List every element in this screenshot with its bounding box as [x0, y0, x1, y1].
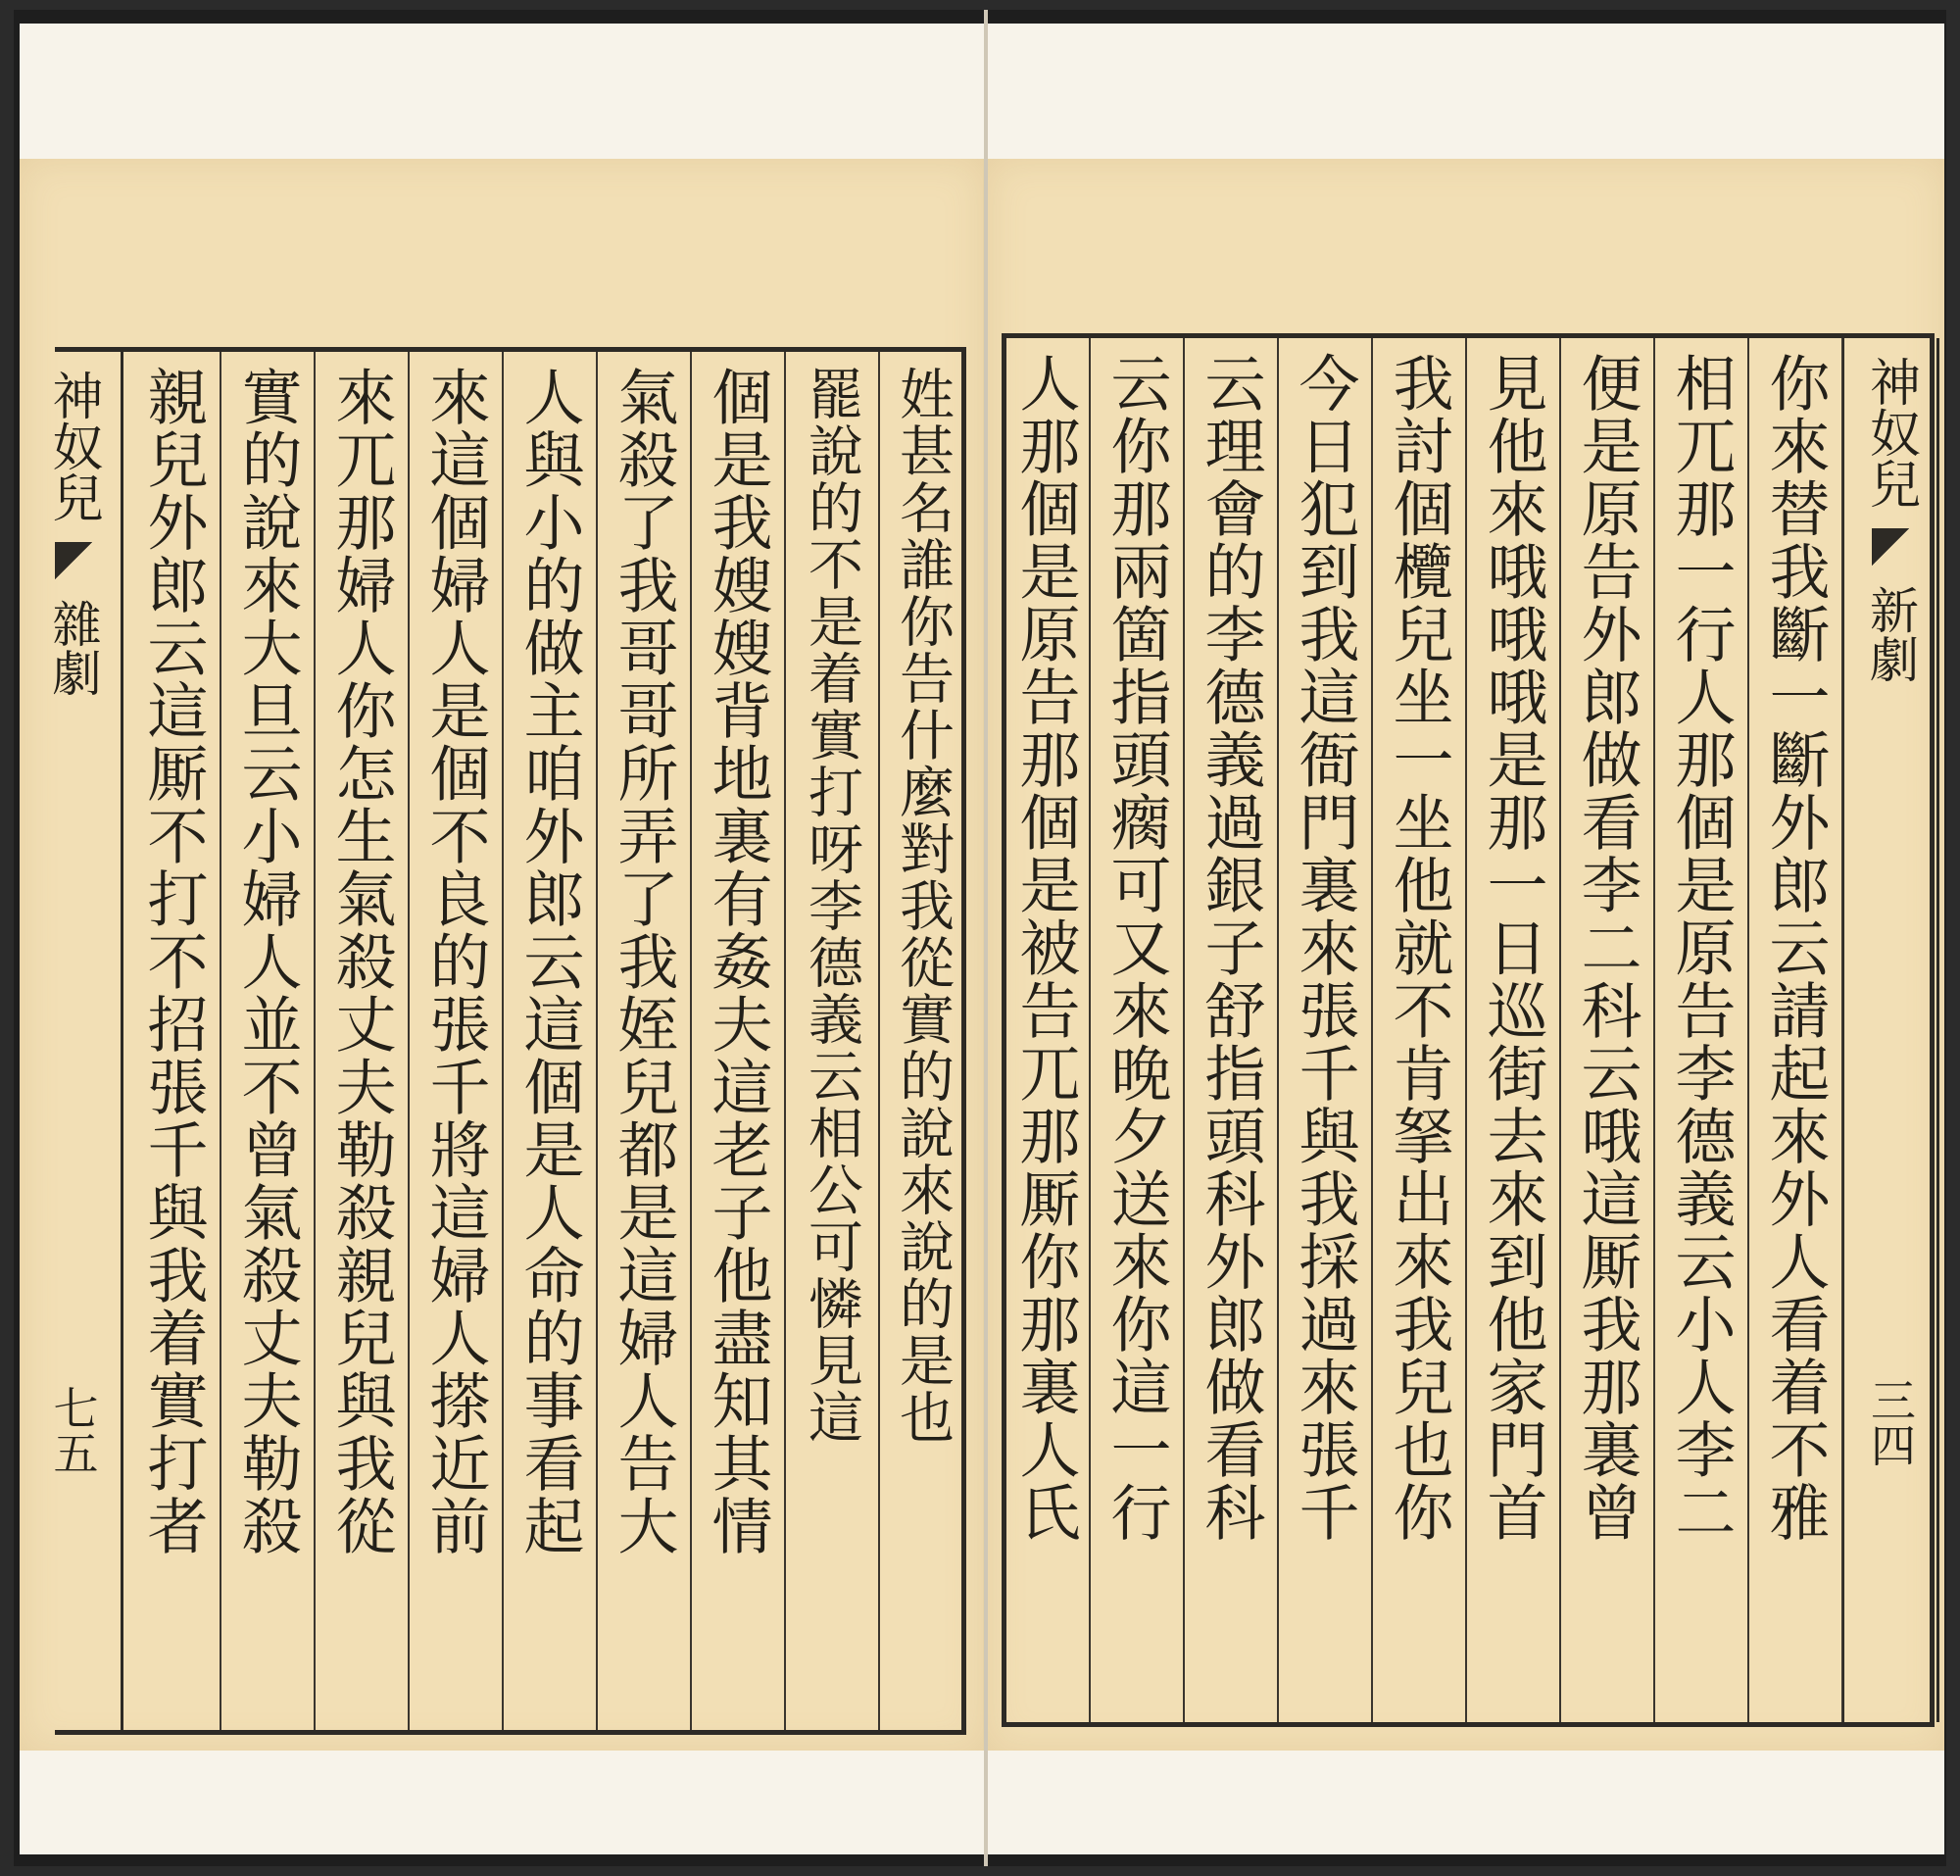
left-column-3 [690, 352, 786, 1730]
column-text: 人那個是原告那個是被告兀那厮你那裏人氏 [1009, 352, 1081, 1544]
right-page-number: 三四 [1864, 1377, 1917, 1467]
column-text: 個是我嫂嫂背地裏有姦夫這老子他盡知其情 [702, 366, 773, 1557]
column-text: 你來替我斷一斷外郎云請起來外人看着不雅 [1759, 352, 1831, 1544]
right-column-9 [1001, 338, 1091, 1722]
left-margin-tag: 雜劇 [44, 599, 102, 697]
right-text-frame [1002, 333, 1935, 1727]
right-column-7 [1183, 338, 1279, 1722]
left-margin-title: 神奴兒 [43, 370, 102, 522]
left-column-4 [596, 352, 692, 1730]
left-page-number: 七五 [46, 1385, 100, 1475]
right-margin-strip [1841, 338, 1939, 1722]
left-column-8 [220, 352, 316, 1730]
fishtail-marker-icon [55, 542, 92, 579]
fishtail-marker-icon [1872, 528, 1909, 566]
column-text: 來兀那婦人你怎生氣殺丈夫勒殺親兒與我從 [325, 366, 397, 1557]
left-text-frame [43, 347, 966, 1735]
column-text: 實的說來大旦云小婦人並不曾氣殺丈夫勒殺 [231, 366, 303, 1557]
left-column-5 [502, 352, 598, 1730]
column-text: 人與小的做主咱外郎云這個是人命的事看起 [514, 366, 585, 1557]
right-margin-tag: 新劇 [1862, 585, 1919, 683]
column-text: 來這個婦人是個不良的張千將這婦人搽近前 [419, 366, 491, 1557]
left-column-7 [314, 352, 410, 1730]
right-column-6 [1277, 338, 1373, 1722]
left-column-2 [784, 352, 880, 1730]
left-column-9 [125, 352, 221, 1730]
column-text: 我討個欖兒坐一坐他就不肯拏出來我兒也你 [1383, 352, 1454, 1544]
column-text: 見他來哦哦哦是那一日巡街去來到他家門首 [1477, 352, 1548, 1544]
left-column-1 [878, 352, 966, 1730]
column-text: 云理會的李德義過銀子舒指頭科外郎做看科 [1195, 352, 1266, 1544]
right-column-8 [1089, 338, 1185, 1722]
left-page [20, 24, 986, 1854]
column-text: 親兒外郎云這厮不打不招張千與我着實打者 [137, 366, 209, 1557]
book-spread [14, 10, 1946, 1866]
right-column-2 [1653, 338, 1749, 1722]
right-column-5 [1371, 338, 1467, 1722]
column-text: 云你那兩箇指頭瘸可又來晚夕送來你這一行 [1101, 352, 1172, 1544]
column-text: 相兀那一行人那個是原告李德義云小人李二 [1665, 352, 1737, 1544]
right-page [988, 24, 1944, 1854]
column-text: 罷說的不是着實打呀李德義云相公可憐見這 [800, 366, 863, 1446]
right-column-1 [1747, 338, 1843, 1722]
left-column-6 [408, 352, 504, 1730]
column-text: 便是原告外郎做看李二科云哦這厮我那裏曾 [1571, 352, 1642, 1544]
right-column-4 [1465, 338, 1561, 1722]
right-margin-title: 神奴兒 [1860, 356, 1920, 509]
column-text: 氣殺了我哥哥所弄了我姪兒都是這婦人告大 [608, 366, 679, 1557]
column-text: 姓甚名誰你告什麼對我從實的說來說的是也 [891, 366, 955, 1446]
left-margin-strip [25, 352, 123, 1730]
right-column-3 [1559, 338, 1655, 1722]
column-text: 今日犯到我這衙門裏來張千與我採過來張千 [1289, 352, 1360, 1544]
